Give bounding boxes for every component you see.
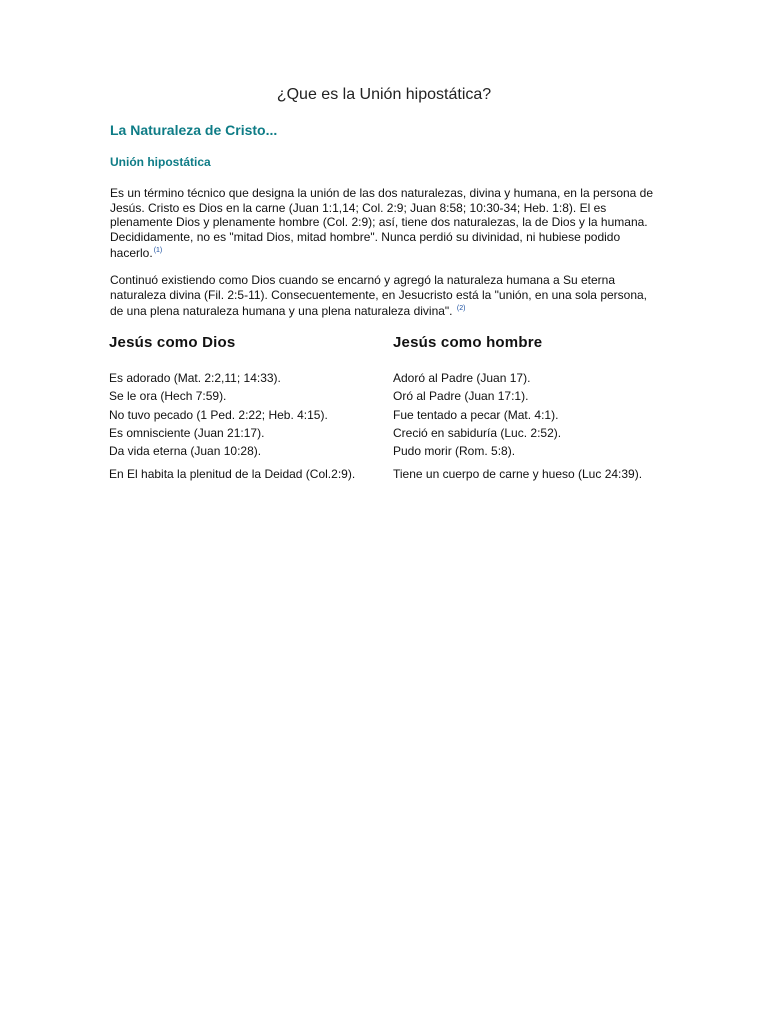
list-item: Es adorado (Mat. 2:2,11; 14:33). — [109, 371, 281, 386]
list-item: Tiene un cuerpo de carne y hueso (Luc 24:39). — [393, 467, 643, 482]
list-item: Pudo morir (Rom. 5:8). — [393, 444, 516, 459]
list-item: No tuvo pecado (1 Ped. 2:22; Heb. 4:15). — [109, 407, 328, 422]
column-hombre — [393, 369, 653, 488]
footnote-link-1[interactable]: (1) — [153, 247, 163, 254]
list-item: Creció en sabiduría (Luc. 2:52). — [393, 426, 562, 441]
column-dios — [109, 369, 379, 488]
column-heading-hombre: Jesús como hombre — [393, 334, 543, 351]
document-title: ¿Que es la Unión hipostática? — [276, 86, 492, 103]
list-item: Adoró al Padre (Juan 17). — [393, 371, 531, 386]
list-item: Fue tentado a pecar (Mat. 4:1). — [393, 407, 559, 422]
list-item: Oró al Padre (Juan 17:1). — [393, 389, 529, 404]
column-heading-dios: Jesús como Dios — [109, 334, 236, 351]
paragraph-continuation-text: Continuó existiendo como Dios cuando se encarnó y agregó la naturaleza humana a Su eterna naturaleza divina (Fil. 2:5-11). Consecuentemente, en Jesucristo está la "unión, en una sola persona, de una plena naturaleza humana y una plena naturaleza divina". — [110, 273, 648, 318]
list-item: Da vida eterna (Juan 10:28). — [109, 444, 262, 459]
list-item: Se le ora (Hech 7:59). — [109, 389, 227, 404]
paragraph-definition — [110, 186, 660, 261]
section-heading: La Naturaleza de Cristo... — [110, 122, 278, 138]
paragraph-continuation — [110, 273, 660, 319]
paragraph-definition-text: Es un término técnico que designa la unión de las dos naturalezas, divina y humana, en la persona de Jesús. Cristo es Dios en la carne (Juan 1:1,14; Col. 2:9; Juan 8:58; 10:30-34; Heb. 1:8). El es plenamente Dios y plenamente hombre (Col. 2:9); así, tiene dos naturalezas, la de Dios y la humana. Decididamente, no es "mitad Dios, mitad hombre". Nunca perdió su divinidad, ni hubiese podido hacerlo. — [110, 186, 654, 260]
list-item: En El habita la plenitud de la Deidad (Col.2:9). — [109, 467, 356, 482]
list-item: Es omnisciente (Juan 21:17). — [109, 426, 265, 441]
footnote-link-2[interactable]: (2) — [456, 305, 466, 312]
section-subheading: Unión hipostática — [110, 155, 211, 169]
